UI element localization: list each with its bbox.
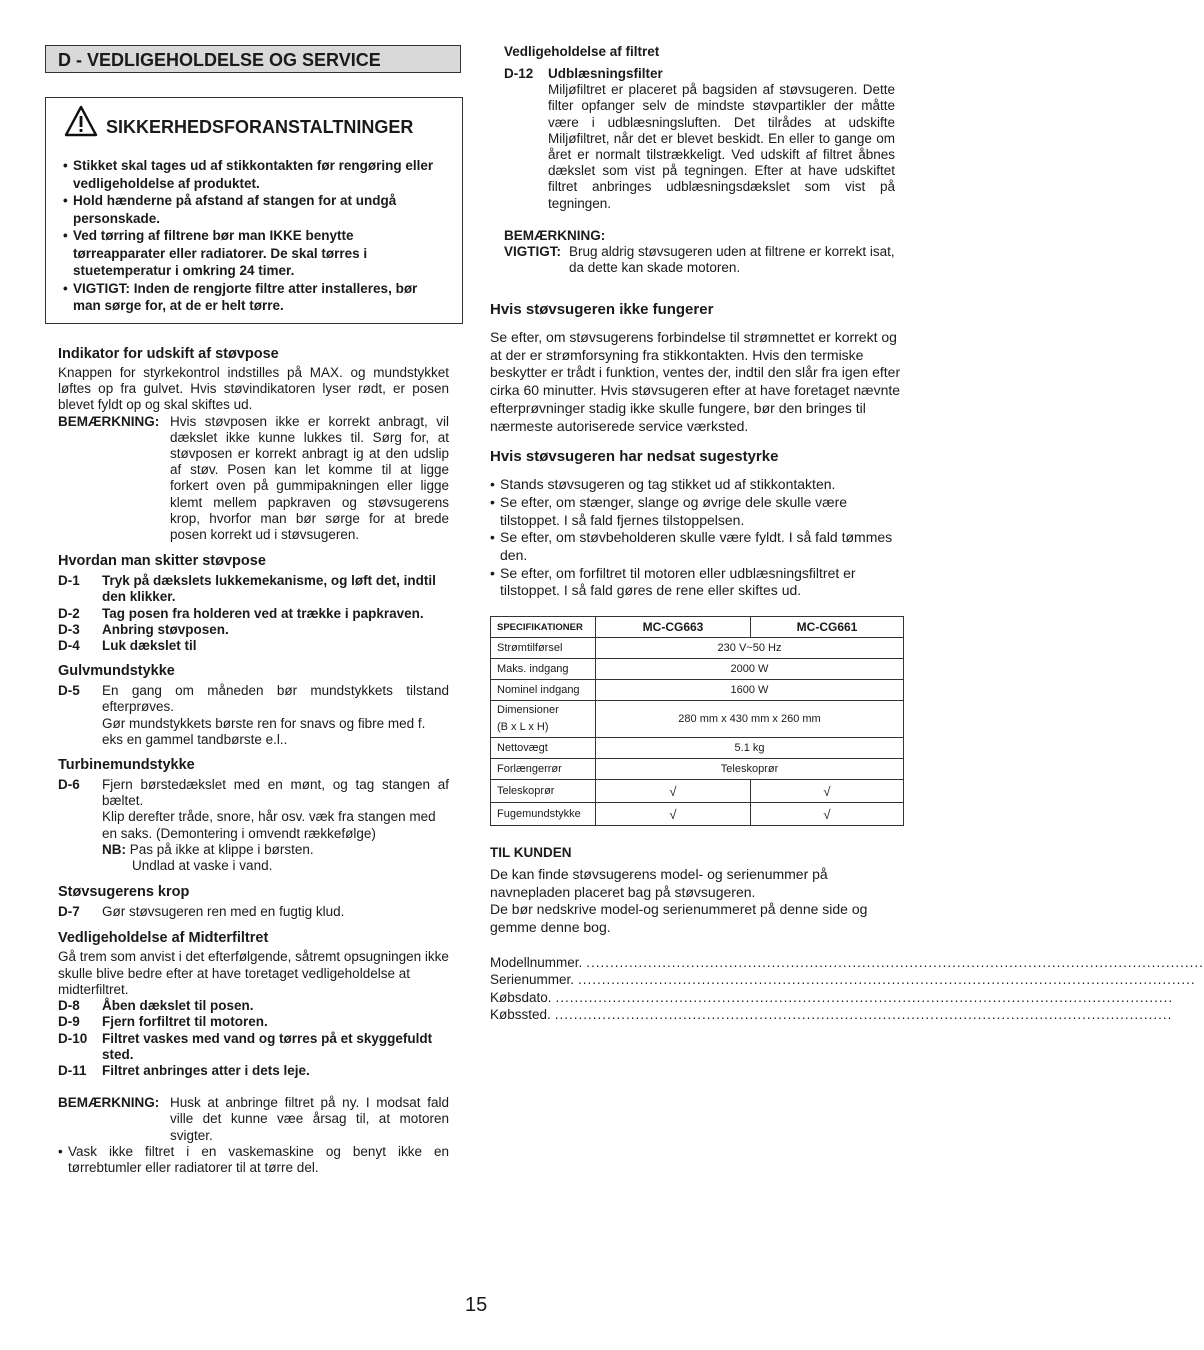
table-header-row xyxy=(491,617,904,638)
table-cell: Maks. indgang xyxy=(491,659,596,680)
table-cell: 1600 W xyxy=(596,680,904,701)
indicator-text: Knappen for styrkekontrol indstilles på MAX. og mundstykket løftes op fra gulvet. Hvis støvindikatoren lyser rødt, er posen blevet fyldt op og skal skiftes ud. xyxy=(58,365,449,413)
not-working-heading: Hvis støvsugeren ikke fungerer xyxy=(490,301,714,318)
warning-triangle-icon xyxy=(64,105,98,137)
table-cell: 230 V~50 Hz xyxy=(596,638,904,659)
page-number: 15 xyxy=(465,1294,488,1316)
list-item: D-8 Åben dækslet til posen. xyxy=(58,998,254,1014)
safety-title: SIKKERHEDSFORANSTALTNINGER xyxy=(106,117,414,137)
table-cell: Nominel indgang xyxy=(491,680,596,701)
customer-section xyxy=(490,845,1204,1023)
list-item: D-2 Tag posen fra holderen ved at trække i papkraven. xyxy=(58,605,424,621)
table-row xyxy=(491,803,904,826)
not-working-text: Se efter, om støvsugerens forbindelse til strømnettet er korrekt og at der er strømforsyning fra stikkontakten. Hvis den termiske beskytter er trådt i funktion, ventes der, indtil den slår fra igen efter cirka 60 minutter. Hvis støvsugeren efter at have foretaget nævnte efterprøvninger stadig ikke skulle fungere, bør den bringes til nærmeste autoriserede service værksted. xyxy=(490,329,901,434)
mid-filter-text: Gå trem som anvist i det efterfølgende, såtremt opsugningen ikke skulle blive bedre efter at have toretaget vedligeholdelse at midterfiltret. xyxy=(58,949,449,997)
table-cell: Strømtilførsel xyxy=(491,638,596,659)
body-heading: Støvsugerens krop xyxy=(58,884,190,901)
indicator-note: BEMÆRKNING: Hvis støvposen ikke er korrekt anbragt, vil dækslet ikke kunne lukkes til. Sørg for, at støvposen er korrekt anbragt ig at den udslip af støv. Posen kan let komme til at ligge forkert oven på gummipakningen eller ligge klemt mellem papkraven og støvsugerens krop, hvorfor man bør sørge for at brede posen korrekt ud i støvsugeren. xyxy=(58,413,449,543)
table-row xyxy=(491,680,904,701)
table-cell: SPECIFIKATIONER xyxy=(491,617,596,638)
list-item: D-11 Filtret anbringes atter i dets leje. xyxy=(58,1062,310,1078)
spec-table xyxy=(490,616,904,826)
customer-heading: TIL KUNDEN xyxy=(490,845,572,860)
table-row xyxy=(491,759,904,780)
left-column xyxy=(58,345,449,1176)
table-row xyxy=(491,638,904,659)
low-suction-heading: Hvis støvsugeren har nedsat sugestyrke xyxy=(490,448,779,466)
purchase-place-field[interactable]: Købssted. .................................................................................................................................. xyxy=(490,1006,1173,1022)
table-cell: √ xyxy=(751,780,904,803)
list-item: • Se efter, om støvbeholderen skulle være fyldt. I så fald tømmes den. xyxy=(490,529,893,564)
list-item: D-9 Fjern forfiltret til motoren. xyxy=(58,1014,268,1030)
safety-list xyxy=(63,157,448,315)
floor-nozzle-heading: Gulvmundstykke xyxy=(58,663,175,680)
change-bag-heading: Hvordan man skitter støvpose xyxy=(58,553,266,570)
list-item: D-4 Luk dækslet til xyxy=(58,638,197,654)
table-row xyxy=(491,738,904,759)
low-suction-list xyxy=(490,476,904,600)
list-item: • Stands støvsugeren og tag stikket ud af stikkontakten. xyxy=(490,476,836,493)
filter-maint-note-label: BEMÆRKNING: xyxy=(504,227,606,243)
table-cell: 280 mm x 430 mm x 260 mm xyxy=(596,701,904,738)
safety-box xyxy=(45,97,463,324)
table-cell: Teleskoprør xyxy=(596,759,904,780)
filter-maint-section xyxy=(504,43,895,276)
list-item: • Se efter, om stænger, slange og øvrige dele skulle være tilstoppet. I så fald fjernes tilstoppelsen. xyxy=(490,493,848,528)
serial-number-field[interactable]: Serienummer. .................................................................................................................................. xyxy=(490,972,1196,988)
section-header xyxy=(45,45,461,73)
turbo-nozzle-heading: Turbinemundstykke xyxy=(58,757,195,774)
table-row xyxy=(491,659,904,680)
filter-maint-body: D-12 Udblæsningsfilter Miljøfiltret er placeret på bagsiden af støvsugeren. Dette filter opfanger selv de mindste støvpartikler der måtte være i udblæsningsluften. Det tilrådes at udskifte Miljøfiltret, når det er blevet beskidt. En eller to gange om året er normalt tilstrækkeligt. Ved udskift af filtret åbnes dækslet som vist på tegningen. Efter at have udskiftet filtret anbringes udblæsningsdækslet som vist på tegningen. xyxy=(504,66,895,211)
list-item: • Ved tørring af filtrene bør man IKKE benytte tørreapparater eller radiatorer. De skal tørres i stuetemperatur i omkring 24 timer. xyxy=(63,228,368,278)
mid-filter-bullet: • Vask ikke filtret i en vaskemaskine og benyt ikke en tørrebtumler eller radiatorer til at tørre del. xyxy=(58,1143,449,1175)
table-cell: MC-CG663 xyxy=(596,617,751,638)
table-cell: √ xyxy=(596,780,751,803)
customer-text-2: De bør nedskrive model-og serienummeret på denne side og gemme denne bog. xyxy=(490,901,868,935)
table-cell: 5.1 kg xyxy=(596,738,904,759)
mid-filter-steps xyxy=(58,998,449,1079)
list-item: D-1 Tryk på dækslets lukkemekanisme, og løft det, indtil den klikker. xyxy=(58,573,436,605)
table-cell: √ xyxy=(751,803,904,826)
list-item: • Stikket skal tages ud af stikkontakten før rengøring eller vedligeholdelse af produktet. xyxy=(63,158,434,191)
list-item: D-3 Anbring støvposen. xyxy=(58,621,229,637)
purchase-date-field[interactable]: Købsdato. .................................................................................................................................. xyxy=(490,989,1174,1005)
mid-filter-note: BEMÆRKNING: Husk at anbringe filtret på ny. I modsat fald ville det kunne væe årsag til, at motoren svigter. xyxy=(58,1095,449,1143)
floor-nozzle-body: D-5 En gang om måneden bør mundstykkets tilstand efterprøves. Gør mundstykkets børste ren for snavs og fibre med f. eks en gammel tandbørste e.l.. xyxy=(58,683,449,747)
indicator-heading: Indikator for udskift af støvpose xyxy=(58,346,279,362)
table-cell: √ xyxy=(596,803,751,826)
troubleshoot-section xyxy=(490,301,904,600)
list-item: • Hold hænderne på afstand af stangen for at undgå personskade. xyxy=(63,193,397,226)
filter-maint-heading: Vedligeholdelse af filtret xyxy=(504,44,660,59)
table-row xyxy=(491,780,904,803)
list-item: • VIGTIGT: Inden de rengjorte filtre atter installeres, bør man sørge for, at de er helt tørre. xyxy=(63,280,418,313)
table-cell: Nettovægt xyxy=(491,738,596,759)
turbo-nozzle-body: D-6 Fjern børstedækslet med en mønt, og tag stangen af bæltet. Klip derefter tråde, snore, hår osv. væk fra stangen med en saks. (Demontering i omvendt rækkefølge) NB: Pas på ikke at klippe i børsten. Undlad at vaske i vand. xyxy=(58,777,449,874)
list-item: D-10 Filtret vaskes med vand og tørres på et skyggefuldt sted. xyxy=(58,1030,433,1062)
table-cell: Teleskoprør xyxy=(491,780,596,803)
mid-filter-heading: Vedligeholdelse af Midterfiltret xyxy=(58,930,269,947)
table-cell: Dimensioner (B x L x H) xyxy=(491,701,596,738)
table-cell: Fugemundstykke xyxy=(491,803,596,826)
table-row xyxy=(491,701,904,738)
table-cell: MC-CG661 xyxy=(751,617,904,638)
list-item: • Se efter, om forfiltret til motoren eller udblæsningsfiltret er tilstoppet. I så fald gøres de rene eller skiftes ud. xyxy=(490,564,856,599)
customer-text-1: De kan finde støvsugerens model- og serienummer på navnepladen placeret bag på støvsugeren. xyxy=(490,866,828,900)
section-title: D - VEDLIGEHOLDELSE OG SERVICE xyxy=(58,50,381,70)
filter-maint-important: VIGTIGT: Brug aldrig støvsugeren uden at filtrene er korrekt isat, da dette kan skade motoren. xyxy=(504,244,895,276)
customer-fields xyxy=(490,954,1204,1023)
table-cell: 2000 W xyxy=(596,659,904,680)
table-cell: Forlængerrør xyxy=(491,759,596,780)
model-number-field[interactable]: Modellnummer. .................................................................................................................................. xyxy=(490,955,1204,971)
change-bag-steps xyxy=(58,573,449,654)
body-text: D-7 Gør støvsugeren ren med en fugtig klud. xyxy=(58,904,345,920)
